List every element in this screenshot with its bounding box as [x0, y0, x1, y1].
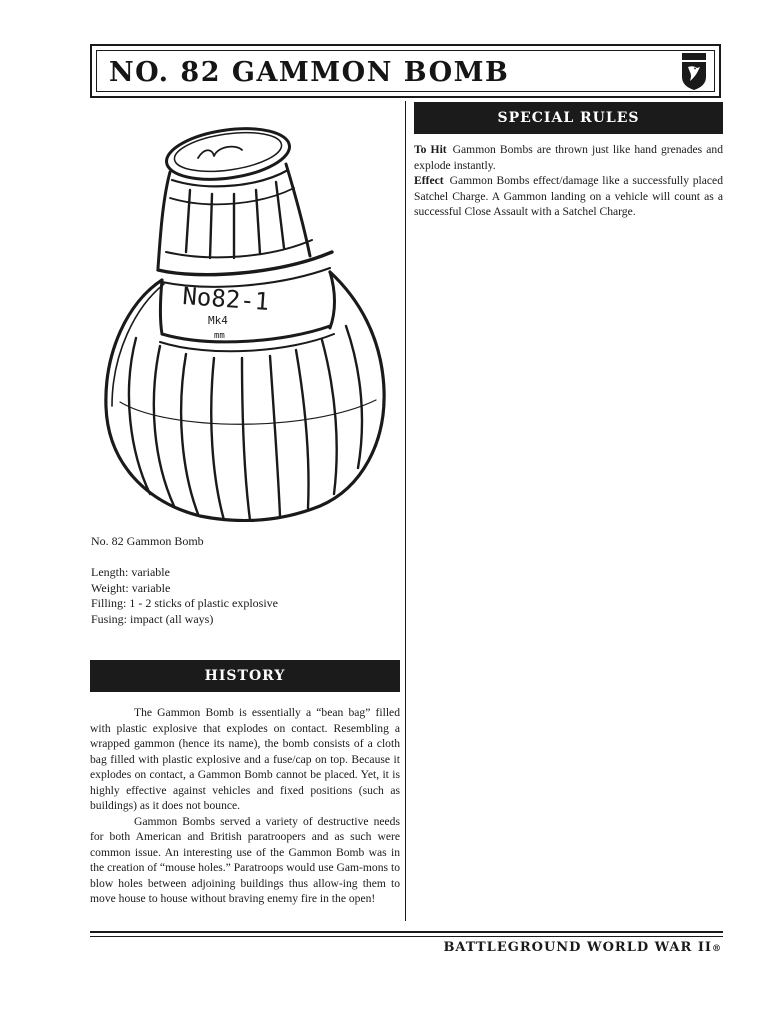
footer-rule-thin: [90, 936, 723, 937]
figure-caption: No. 82 Gammon Bomb: [91, 534, 204, 548]
footer-brand-text: BATTLEGROUND WORLD WAR II: [443, 940, 712, 955]
footer-rule: [90, 931, 723, 933]
rule-text: Gammon Bombs effect/damage like a successfully placed Satchel Charge. A Gammon landing on a vehicle will count as a successful Close Assault with a Satchel Charge.: [414, 174, 723, 218]
history-paragraph: The Gammon Bomb is essentially a “bean bag” filled with plastic explosive that explodes on contact. Resembling a wrapped gammon (hence its name), the bomb consists of a cloth bag filled with plastic explosive and a fuse/cap on top. Because it explodes on contact, a Gammon Bomb cannot be placed. Yet, it is highly effective against vehicles and fixed positions (such as buildings) as it does not bounce.: [90, 706, 400, 812]
title-inner-frame: [96, 50, 715, 92]
rule-effect: [414, 173, 723, 220]
bomb-label-sub: mm: [214, 331, 225, 341]
history-body: [90, 705, 400, 907]
footer-brand: [443, 940, 722, 955]
bomb-label-mark: Mk4: [208, 314, 228, 327]
registered-mark: ®: [712, 944, 722, 954]
bomb-label-text: No82-1: [181, 282, 271, 317]
spec-filling: Filling: 1 - 2 sticks of plastic explosive: [91, 596, 278, 610]
spec-fusing: Fusing: impact (all ways): [91, 611, 214, 626]
spec-list: [91, 565, 278, 627]
spec-weight: Weight: variable: [91, 580, 171, 595]
special-rules-body: [414, 142, 723, 220]
rule-text: Gammon Bombs are thrown just like hand grenades and explode instantly.: [414, 143, 723, 172]
column-divider: [405, 101, 406, 921]
spec-length: Length: variable: [91, 565, 170, 579]
rule-term: To Hit: [414, 143, 447, 156]
history-paragraph: Gammon Bombs served a variety of destructive needs for both American and British paratroopers and as such were common issue. An interesting use of the Gammon Bomb was in the creation of “mouse holes.” Paratroops would use Gam-mons to blow holes between adjoining buildings thus allow-ing them to move house to house without braving enemy fire in the open!: [90, 814, 400, 905]
rule-term: Effect: [414, 174, 444, 187]
history-heading: HISTORY: [90, 660, 400, 692]
page-title: NO. 82 GAMMON BOMB: [109, 57, 510, 88]
rule-to-hit: [414, 142, 723, 173]
title-frame: [90, 44, 721, 98]
gammon-bomb-illustration: [90, 102, 400, 522]
screaming-eagle-shield-icon: [680, 53, 708, 91]
special-rules-heading: SPECIAL RULES: [414, 102, 723, 134]
